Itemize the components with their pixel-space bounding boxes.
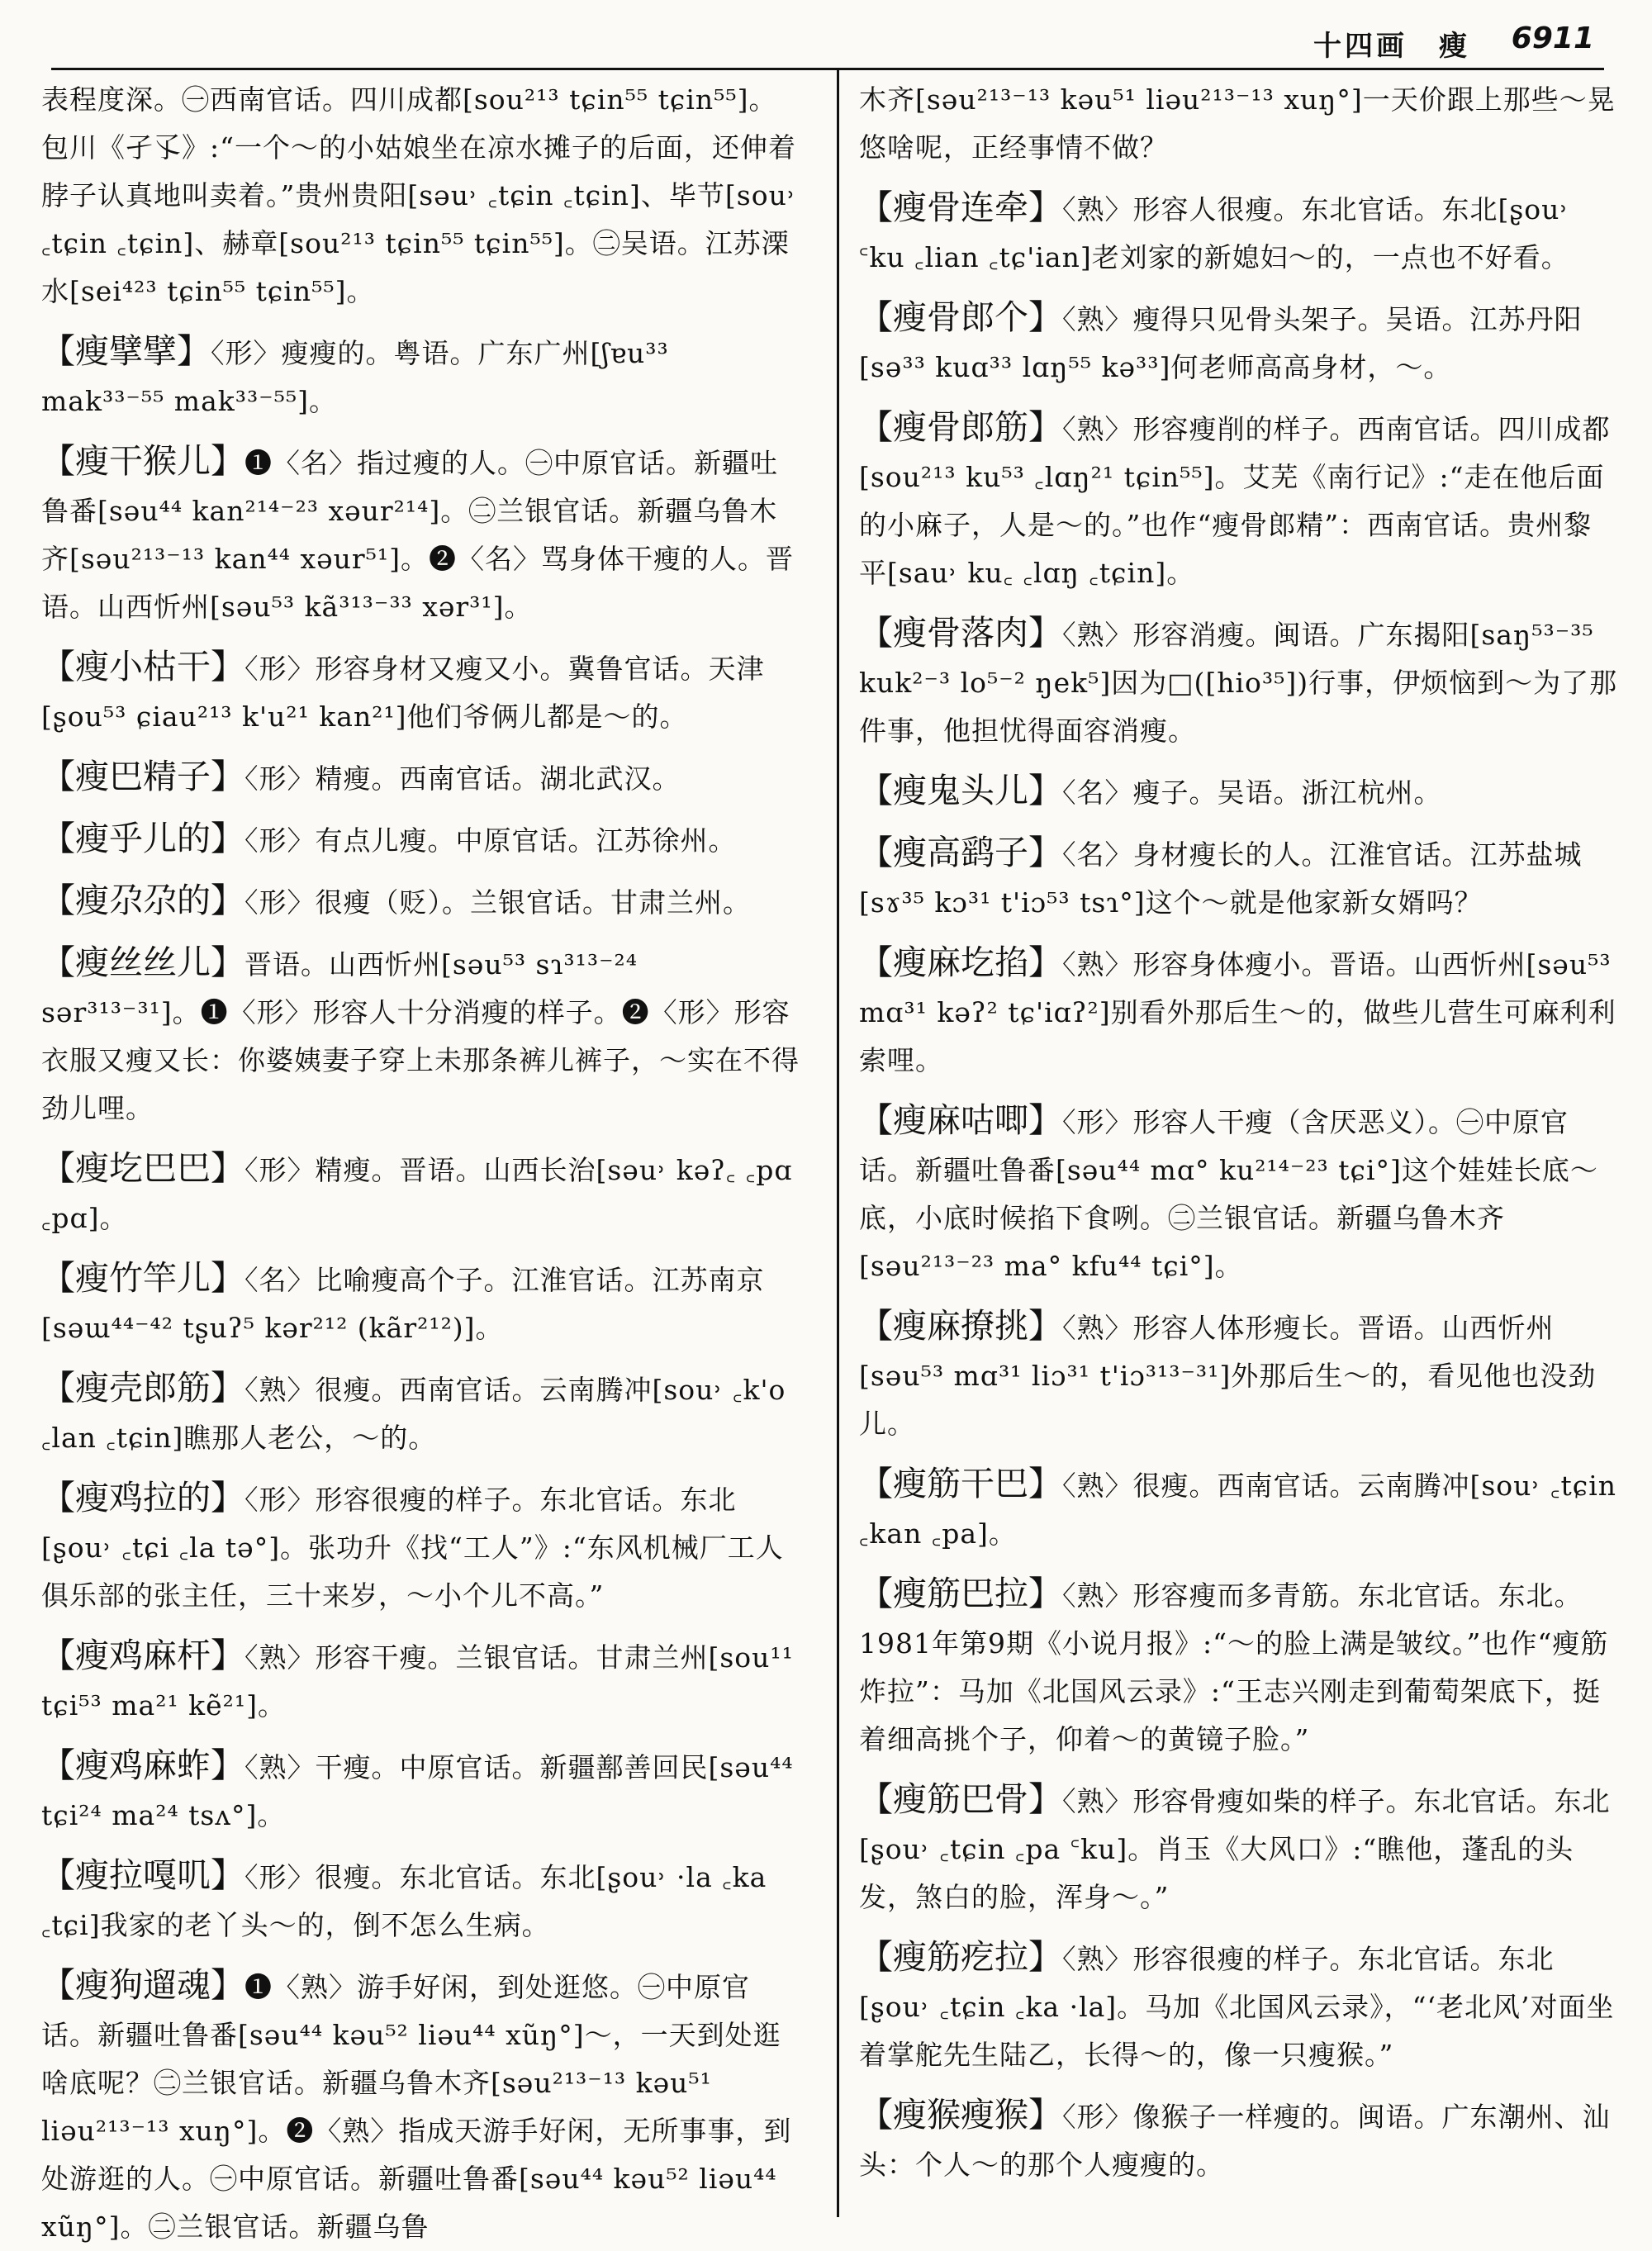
entry-headword: 【瘦狗遛魂】 (41, 1965, 244, 2005)
entry-definition: 〈形〉像猴子一样瘦的。闽语。广东潮州、汕头：个人～的那个人瘦瘦的。 (859, 2101, 1611, 2181)
entry-definition: 〈熟〉形容人很瘦。东北官话。东北[ʂou˒ ꜂ku ꜀lian ꜀tɕ'ian]老刘家的新媳妇～的，一点也不好看。 (859, 193, 1569, 273)
dictionary-entry (41, 814, 801, 865)
entry-headword: 【瘦筋疙拉】 (859, 1937, 1062, 1977)
column-divider (837, 69, 839, 2217)
dictionary-entry (41, 327, 801, 425)
dictionary-entry (41, 1631, 801, 1730)
dictionary-entry (859, 1302, 1619, 1448)
dictionary-entry (41, 1961, 801, 2251)
dictionary-entry (41, 1364, 801, 1462)
dictionary-entry (41, 1741, 801, 1840)
dictionary-entry (859, 767, 1619, 817)
entry-definition: 〈熟〉形容消瘦。闽语。广东揭阳[saŋ⁵³⁻³⁵ kuk²⁻³ lo⁵⁻² ŋek⁵]因为□([hio³⁵])行事，伊烦恼到～为了那件事，他担忧得面容消瘦。 (859, 619, 1618, 747)
entry-definition: 〈熟〉形容人体形瘦长。晋语。山西忻州[səu⁵³ mɑ³¹ liɔ³¹ t'iɔ³¹³⁻³¹]外那后生～的，看见他也没劲儿。 (859, 1312, 1597, 1440)
dictionary-entry (859, 1570, 1619, 1764)
entry-definition: 〈熟〉很瘦。西南官话。云南腾冲[sou˒ ꜀k'o ꜀lan ꜀tɕin]瞧那人老公，～的。 (41, 1374, 786, 1454)
entry-headword: 【瘦干猴儿】 (41, 441, 244, 481)
dictionary-entry (859, 1933, 1619, 2079)
entry-headword: 【瘦鬼头儿】 (859, 771, 1062, 810)
entry-headword: 【瘦拉嘎叽】 (41, 1855, 244, 1895)
dictionary-entry (41, 1144, 801, 1242)
entry-definition: 〈熟〉形容骨瘦如柴的样子。东北官话。东北[ʂou˒ ꜀tɕin ꜀pa ꜂ku]。肖玉《大风口》:“瞧他，蓬乱的头发，煞白的脸，浑身～。” (859, 1785, 1611, 1913)
entry-definition: 〈熟〉干瘦。中原官话。新疆鄯善回民[səu⁴⁴ tɕi²⁴ ma²⁴ tsʌ°]。 (41, 1751, 794, 1831)
dictionary-entry (859, 1096, 1619, 1290)
dictionary-entry (859, 829, 1619, 927)
entry-headword: 【瘦麻咕唧】 (859, 1100, 1062, 1140)
entry-headword: 【瘦鸡麻蚱】 (41, 1745, 244, 1785)
entry-continuation (859, 76, 1619, 172)
entry-definition: 〈形〉精瘦。西南官话。湖北武汉。 (244, 762, 681, 795)
dictionary-entry (41, 938, 801, 1133)
entry-headword: 【瘦麻撩挑】 (859, 1306, 1062, 1346)
entry-definition: 〈熟〉形容身体瘦小。晋语。山西忻州[səu⁵³ mɑ³¹ kəʔ² tɕ'iɑʔ²]别看外那后生～的，做些儿营生可麻利利索哩。 (859, 948, 1616, 1076)
entry-definition: 表程度深。㊀西南官话。四川成都[sou²¹³ tɕin⁵⁵ tɕin⁵⁵]。包川《孑孓》:“一个～的小姑娘坐在凉水摊子的后面，还伸着脖子认真地叫卖着。”贵州贵阳[səu˒ ꜀tɕin ꜀tɕin]、毕节[sou˒ ꜀tɕin ꜀tɕin]、赫章[sou²¹³ tɕin⁵⁵ tɕin⁵⁵]。㊁吴语。江苏溧水[sei⁴²³ tɕin⁵⁵ tɕin⁵⁵]。 (41, 83, 796, 307)
entry-definition: 〈熟〉形容瘦削的样子。西南官话。四川成都[sou²¹³ ku⁵³ ꜀lɑŋ²¹ tɕin⁵⁵]。艾芜《南行记》:“走在他后面的小麻子，人是～的。”也作“瘦骨郎精”：西南官话。贵州黎平[sau˒ ku꜀ ꜀lɑŋ ꜀tɕin]。 (859, 413, 1611, 589)
dictionary-entry (41, 643, 801, 741)
dictionary-entry (41, 876, 801, 927)
dictionary-entry (41, 1474, 801, 1620)
entry-definition: 〈形〉精瘦。晋语。山西长治[səu˒ kəʔ꜀ ꜀pɑ ꜀pɑ]。 (41, 1154, 793, 1234)
entry-definition: 〈名〉身材瘦长的人。江淮官话。江苏盐城[sɤ³⁵ kɔ³¹ t'iɔ⁵³ tsɿ°]这个～就是他家新女婿吗？ (859, 838, 1583, 919)
entry-definition: 〈名〉瘦子。吴语。浙江杭州。 (1062, 776, 1442, 809)
entry-headword: 【瘦尕尕的】 (41, 881, 244, 920)
page-number: 6911 (1511, 21, 1594, 55)
entry-headword: 【瘦骨落肉】 (859, 613, 1062, 653)
page-header (50, 17, 1602, 63)
entry-definition: 〈熟〉瘦得只见骨头架子。吴语。江苏丹阳[sə³³ kuɑ³³ lɑŋ⁵⁵ kə³³]何老师高高身材，～。 (859, 303, 1583, 383)
entry-definition: 〈熟〉很瘦。西南官话。云南腾冲[sou˒ ꜀tɕin ꜀kan ꜀pa]。 (859, 1470, 1617, 1550)
dictionary-entry (859, 1775, 1619, 1921)
entry-headword: 【瘦巴精子】 (41, 757, 244, 796)
entry-definition: 〈熟〉形容瘦而多青筋。东北官话。东北。1981年第9期《小说月报》:“～的脸上满是皱纹。”也作“瘦筋炸拉”：马加《北国风云录》:“王志兴刚走到葡萄架底下，挺着细高挑个子，仰着～的黄镜子脸。” (859, 1579, 1609, 1755)
entry-definition: 〈形〉形容很瘦的样子。东北官话。东北[ʂou˒ ꜀tɕi ꜀la tə°]。张功升《找“工人”》:“东风机械厂工人俱乐部的张主任，三十来岁，～小个儿不高。” (41, 1484, 784, 1612)
entry-continuation (41, 76, 801, 316)
entry-definition: 〈形〉很瘦。东北官话。东北[ʂou˒ ·la ꜀ka ꜀tɕi]我家的老丫头～的，倒不怎么生病。 (41, 1861, 767, 1941)
dictionary-entry (41, 437, 801, 631)
entry-headword: 【瘦麻圪掐】 (859, 943, 1062, 982)
entry-headword: 【瘦骨郎个】 (859, 297, 1062, 337)
dictionary-entry (859, 403, 1619, 597)
dictionary-entry (859, 938, 1619, 1085)
entry-definition: ❶〈熟〉游手好闲，到处逛悠。㊀中原官话。新疆吐鲁番[səu⁴⁴ kəu⁵² liəu⁴⁴ xũŋ°]～，一天到处逛啥底呢？㊁兰银官话。新疆乌鲁木齐[səu²¹³⁻¹³ kəu⁵¹ liəu²¹³⁻¹³ xuŋ°]。❷〈熟〉指成天游手好闲，无所事事，到处游逛的人。㊀中原官话。新疆吐鲁番[səu⁴⁴ kəu⁵² liəu⁴⁴ xũŋ°]。㊁兰银官话。新疆乌鲁 (41, 1971, 792, 2243)
entry-headword: 【瘦壳郎筋】 (41, 1368, 244, 1408)
section-heading: 十四画 瘦 (1313, 30, 1470, 63)
entry-headword: 【瘦乎儿的】 (41, 819, 244, 858)
entry-definition: 〈形〉很瘦（贬）。兰银官话。甘肃兰州。 (244, 886, 751, 919)
entry-definition: 晋语。山西忻州[səu⁵³ sɿ³¹³⁻²⁴ sər³¹³⁻³¹]。❶〈形〉形容人十分消瘦的样子。❷〈形〉形容衣服又瘦又长：你婆姨妻子穿上未那条裤儿裤子，～实在不得劲儿哩。 (41, 948, 800, 1124)
entry-headword: 【瘦骨连牵】 (859, 188, 1062, 227)
dictionary-entry (859, 293, 1619, 392)
dictionary-entry (859, 1460, 1619, 1558)
entry-definition: 〈熟〉形容很瘦的样子。东北官话。东北[ʂou˒ ꜀tɕin ꜀ka ·la]。马加《北国风云录》，“‘老北风’对面坐着掌舵先生陆乙，长得～的，像一只瘦猴。” (859, 1943, 1615, 2071)
dictionary-entry (859, 2091, 1619, 2189)
header-rule (51, 68, 1604, 70)
entry-definition: 〈形〉瘦瘦的。粤语。广东广州[ʃɐu³³ mak³³⁻⁵⁵ mak³³⁻⁵⁵]。 (41, 337, 669, 417)
entry-definition: ❶〈名〉指过瘦的人。㊀中原官话。新疆吐鲁番[səu⁴⁴ kan²¹⁴⁻²³ xəur²¹⁴]。㊁兰银官话。新疆乌鲁木齐[səu²¹³⁻¹³ kan⁴⁴ xəur⁵¹]。❷〈名〉骂身体干瘦的人。晋语。山西忻州[səu⁵³ kã³¹³⁻³³ xər³¹]。 (41, 447, 795, 623)
entry-definition: 〈形〉有点儿瘦。中原官话。江苏徐州。 (244, 824, 737, 857)
dictionary-entry (41, 1851, 801, 1949)
entry-headword: 【瘦丝丝儿】 (41, 943, 244, 982)
entry-headword: 【瘦竹竿儿】 (41, 1258, 244, 1298)
entry-headword: 【瘦筋干巴】 (859, 1464, 1062, 1503)
entry-definition: 〈形〉形容人干瘦（含厌恶义）。㊀中原官话。新疆吐鲁番[səu⁴⁴ mɑ° ku²¹⁴⁻²³ tɕi°]这个娃娃长底～底，小底时候掐下食咧。㊁兰银官话。新疆乌鲁木齐[səu²¹³⁻²³ ma° kfu⁴⁴ tɕi°]。 (859, 1106, 1598, 1282)
dictionary-entry (859, 183, 1619, 282)
dictionary-entry (41, 753, 801, 803)
entry-headword: 【瘦筋巴拉】 (859, 1574, 1062, 1613)
entry-headword: 【瘦小枯干】 (41, 647, 244, 686)
dictionary-entry (859, 609, 1619, 755)
entry-headword: 【瘦圪巴巴】 (41, 1148, 244, 1188)
left-column (41, 76, 801, 2243)
right-column (859, 76, 1619, 2215)
entry-headword: 【瘦骨郎筋】 (859, 407, 1062, 447)
entry-definition: 〈名〉比喻瘦高个子。江淮官话。江苏南京[səɯ⁴⁴⁻⁴² tʂuʔ⁵ kər²¹² (kãr²¹²)]。 (41, 1264, 765, 1344)
entry-definition: 木齐[səu²¹³⁻¹³ kəu⁵¹ liəu²¹³⁻¹³ xuŋ°]一天价跟上那些～晃悠啥呢，正经事情不做？ (859, 83, 1616, 164)
entry-definition: 〈形〉形容身材又瘦又小。冀鲁官话。天津[ʂou⁵³ ɕiau²¹³ k'u²¹ kan²¹]他们爷俩儿都是～的。 (41, 653, 765, 733)
entry-headword: 【瘦猴瘦猴】 (859, 2095, 1062, 2135)
entry-headword: 【瘦鸡麻杆】 (41, 1636, 244, 1675)
entry-headword: 【瘦高鹞子】 (859, 833, 1062, 872)
entry-definition: 〈熟〉形容干瘦。兰银官话。甘肃兰州[sou¹¹ tɕi⁵³ ma²¹ kẽ²¹]。 (41, 1641, 794, 1721)
entry-headword: 【瘦鸡拉的】 (41, 1478, 244, 1517)
entry-headword: 【瘦擘擘】 (41, 331, 211, 371)
entry-headword: 【瘦筋巴骨】 (859, 1779, 1062, 1819)
dictionary-entry (41, 1254, 801, 1352)
